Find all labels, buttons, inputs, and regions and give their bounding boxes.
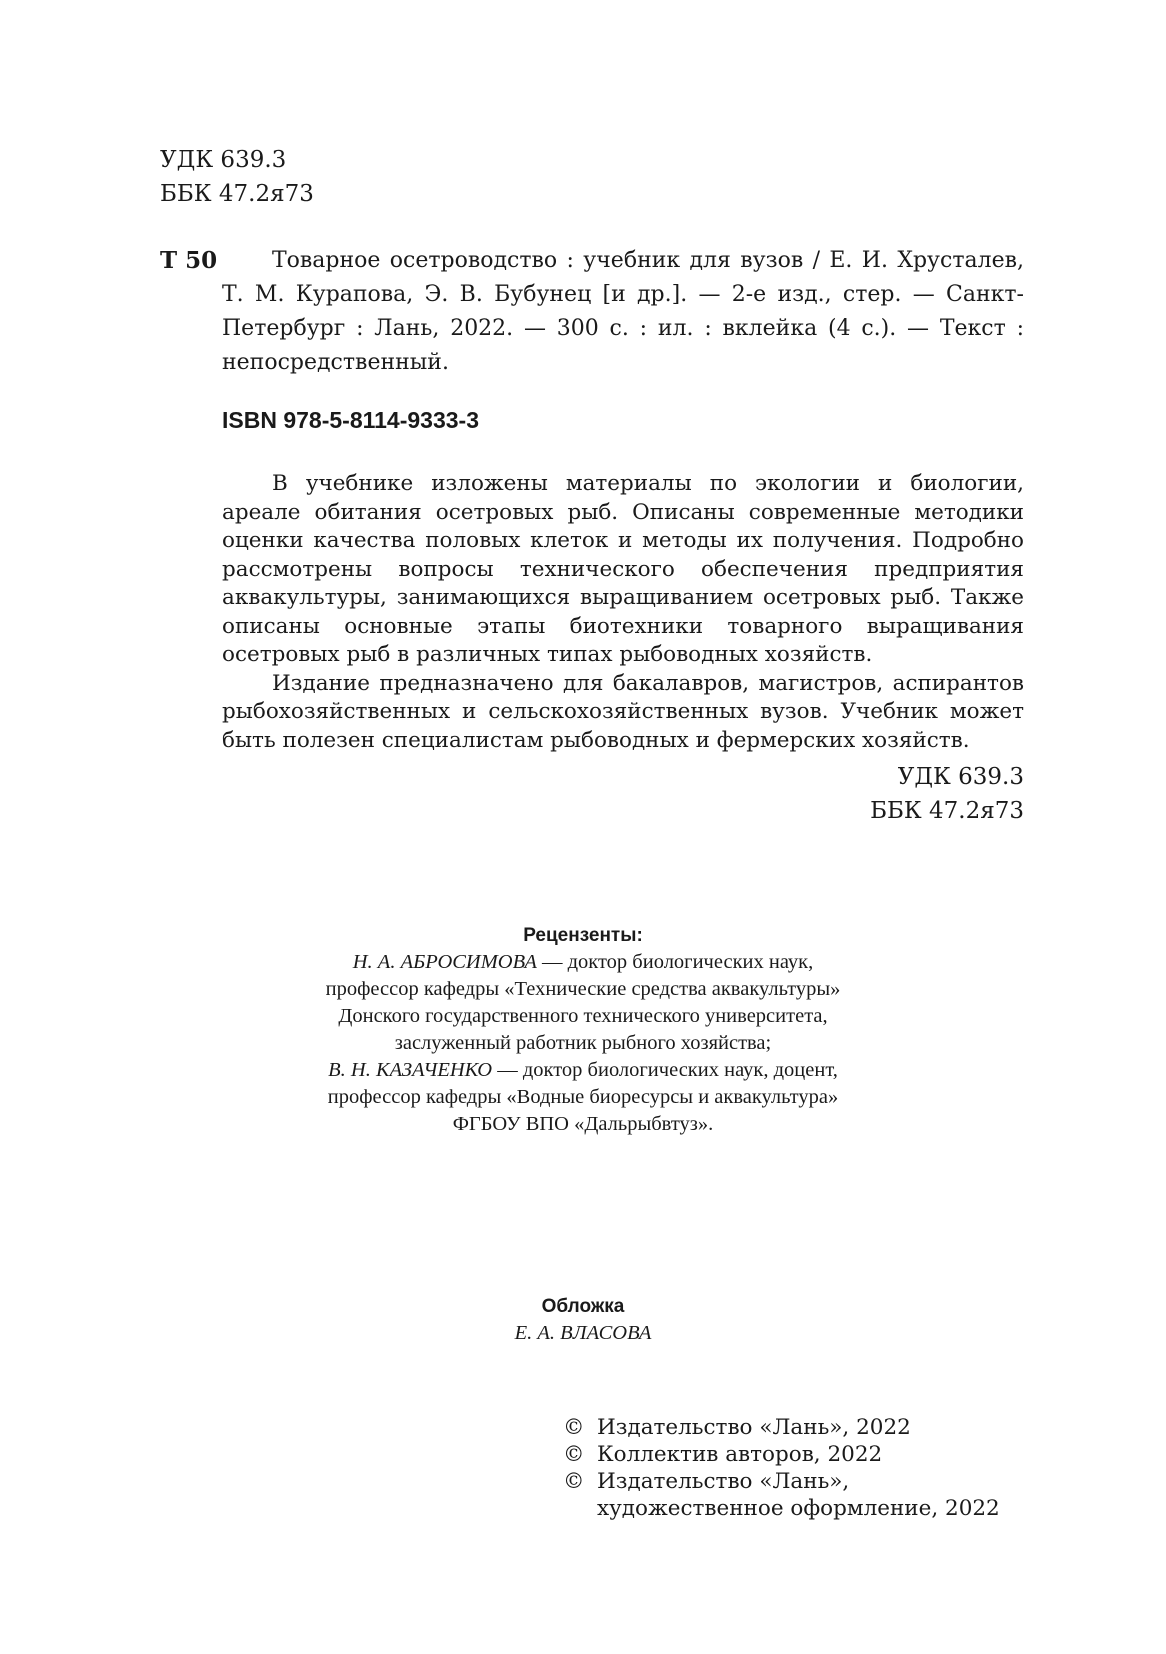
reviewer-1-name: Н. А. АБРОСИМОВА [352,951,537,973]
udk-code: УДК 639.3 [897,764,1024,790]
cover-designer: Е. А. ВЛАСОВА [514,1322,652,1344]
reviewer-2-title: — доктор биологических наук, доцент, [492,1059,838,1081]
author-mark: Т 50 [160,247,218,274]
annotation-paragraph: Издание предназначено для бакалавров, магистров, аспирантов рыбохозяйственных и сельскохозяйственных вузов. Учебник может быть полезен специалистам рыбоводных и фермерских хозяйств. [222,670,1024,753]
copyright-text: Коллектив авторов, 2022 [597,1442,883,1467]
copyright-icon: © [563,1442,585,1467]
copyright-line [563,1414,1000,1441]
annotation [222,470,1024,755]
udk-code: УДК 639.3 [160,147,287,173]
copyright-text: Издательство «Лань», [597,1469,850,1494]
reviewer-2-name: В. Н. КАЗАЧЕНКО [328,1059,493,1081]
cover-credit [300,1293,866,1347]
reviewer-1-title: — доктор биологических наук, [536,951,814,973]
isbn: ISBN 978-5-8114-9333-3 [222,407,479,433]
reviewers-block [170,922,996,1138]
reviewer-1-line [170,949,996,976]
reviewer-1-university: Донского государственного технического университета, [338,1005,828,1027]
reviewer-2-position: профессор кафедры «Водные биоресурсы и аквакультура» [327,1086,839,1108]
reviewer-1-position: профессор кафедры «Технические средства аквакультуры» [325,978,841,1000]
reviewer-2-line [170,1057,996,1084]
copyright-spacer [563,1495,597,1522]
reviewer-1-honor: заслуженный работник рыбного хозяйства; [394,1032,772,1054]
copyright-block [563,1414,1000,1522]
copyright-icon: © [563,1469,585,1494]
classification-block-bottom [870,760,1024,828]
reviewer-2-university: ФГБОУ ВПО «Дальрыбвтуз». [452,1113,714,1135]
copyright-line [563,1468,1000,1495]
cover-heading: Обложка [541,1296,625,1317]
copyright-line [563,1441,1000,1468]
copyright-text: художественное оформление, 2022 [597,1496,1000,1521]
reviewers-heading: Рецензенты: [523,925,643,946]
bbk-code: ББК 47.2я73 [870,798,1024,824]
copyright-line [563,1495,1000,1522]
bbk-code: ББК 47.2я73 [160,181,314,207]
bibliographic-description: Товарное осетроводство : учебник для вузов / Е. И. Хрусталев, Т. М. Курапова, Э. В. Бубунец [и др.]. — 2-е изд., стер. — Санкт-Петербург : Лань, 2022. — 300 с. : ил. : вклейка (4 с.). — Текст : непосредственный. [222,248,1024,375]
classification-block-top [160,143,314,211]
copyright-icon: © [563,1415,585,1440]
annotation-paragraph: В учебнике изложены материалы по экологии и биологии, ареале обитания осетровых рыб. Описаны современные методики оценки качества половых клеток и методы их получения. Подробно рассмотрены вопросы технического обеспечения предприятия аквакультуры, занимающихся выращиванием осетровых рыб. Также описаны основные этапы биотехники товарного выращивания осетровых рыб в различных типах рыбоводных хозяйств. [222,471,1024,667]
copyright-text: Издательство «Лань», 2022 [597,1415,911,1440]
